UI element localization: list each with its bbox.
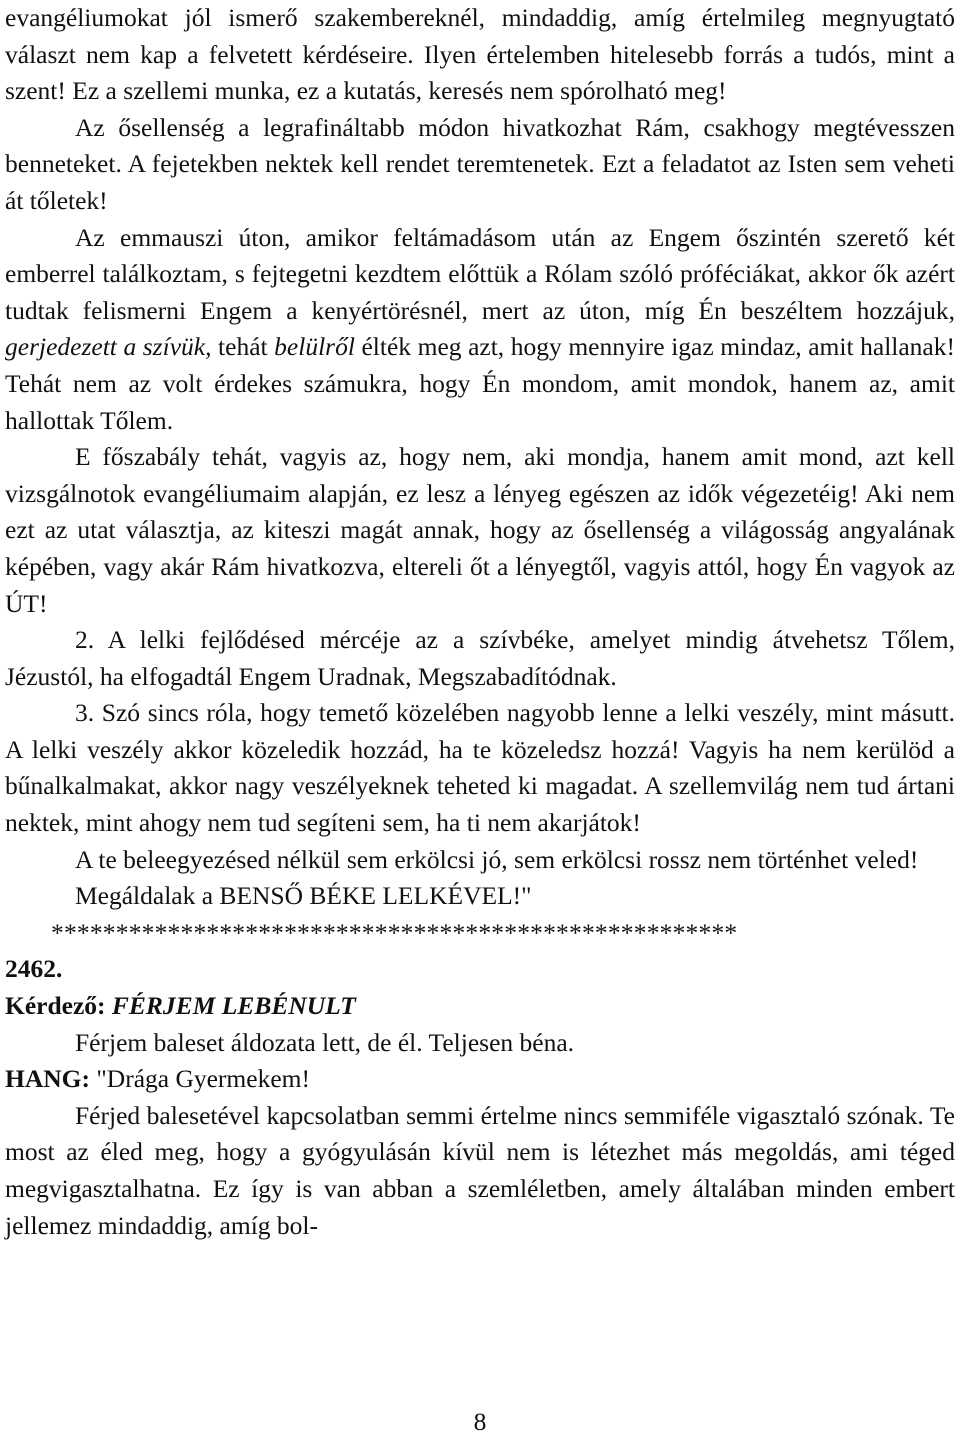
italic-word: belülről [274, 332, 355, 362]
italic-phrase: gerjedezett a szívük, [5, 332, 212, 362]
paragraph-answer: Férjed balesetével kapcsolatban semmi értelme nincs semmiféle vigasztaló szónak. Te most az éled meg, hogy a gyógyulásán kívül nem is létezhet más megoldás, ami téged megvigasztalhatna. Ez így is van abban a szemléletben, amely általában minden embert jellemez mindaddig, amíg bol- [5, 1100, 955, 1240]
document-page [5, 0, 955, 1244]
paragraph-consent: A te beleegyezésed nélkül sem erkölcsi jó, sem erkölcsi rossz nem történhet veled! [75, 844, 919, 874]
entry-number: 2462. [5, 954, 63, 984]
paragraph-ancient-enemy: Az ősellenség a legrafináltabb módon hivatkozhat Rám, csakhogy megtévesszen benneteket. A fejetekben nektek kell rendet teremtenetek. Ezt a feladatot az Isten sem veheti át tőletek! [5, 112, 955, 215]
paragraph-point-2: 2. A lelki fejlődésed mércéje az a szívbéke, amelyet mindig átvehetsz Tőlem, Jézustól, ha elfogadtál Engem Uradnak, Megszabadítódnak. [5, 625, 955, 691]
paragraph-main-rule: E főszabály tehát, vagyis az, hogy nem, aki mondja, hanem amit mond, azt kell vizsgálnotok evangéliumaim alapján, ez lesz a lényeg egészen az idők végezetéig! Aki nem ezt az utat választja, az kiteszi magát annak, hogy az ősellenség a világosság angyalának képében, vagy akár Rám hivatkozva, eltereli őt a lényegtől, vagyis attól, hogy Én vagyok az ÚT! [5, 442, 955, 618]
hang-label: HANG: [5, 1064, 90, 1094]
questioner-label: Kérdező: [5, 991, 106, 1021]
separator-stars: ***************************************************** [51, 917, 738, 947]
blessing-line: Megáldalak a BENSŐ BÉKE LELKÉVEL!" [75, 881, 532, 911]
questioner-line [5, 988, 955, 1025]
question-text: Férjem baleset áldozata lett, de él. Teljesen béna. [75, 1027, 575, 1057]
paragraph-emmaus: Az emmauszi úton, amikor feltámadásom után az Engem őszintén szerető két emberrel találkoztam, s fejtegetni kezdtem előttük a Rólam szóló próféciákat, akkor ők azért tudtak felismerni Engem a kenyértörésnél, mert az úton, míg Én beszéltem hozzájuk, gerjedezett a szívük, tehát belülről élték meg azt, hogy mennyire igaz mindaz, amit hallanak! Tehát nem az volt érdekes számukra, hogy Én mondom, amit mondok, hanem az, amit hallottak Tőlem. [5, 222, 955, 435]
page-number: 8 [473, 1407, 487, 1436]
hang-greeting: "Drága Gyermekem! [90, 1064, 310, 1094]
paragraph-intro: evangéliumokat jól ismerő szakembereknél, mindaddig, amíg értelmileg megnyugtató választ nem kap a felvetett kérdéseire. Ilyen értelemben hitelesebb forrás a tudós, mint a szent! Ez a szellemi munka, ez a kutatás, keresés nem spórolható meg! [5, 3, 955, 106]
question-title: FÉRJEM LEBÉNULT [111, 991, 356, 1021]
hang-line [5, 1061, 955, 1098]
paragraph-point-3: 3. Szó sincs róla, hogy temető közelében nagyobb lenne a lelki veszély, mint másutt. A lelki veszély akkor közeledik hozzád, ha te közeledsz hozzá! Vagyis ha nem kerülöd a bűnalkalmakat, akkor nagy veszélyeknek teheted ki magadat. A szellemvilág nem tud ártani nektek, mint ahogy nem tud segíteni sem, ha ti nem akarjátok! [5, 698, 955, 838]
